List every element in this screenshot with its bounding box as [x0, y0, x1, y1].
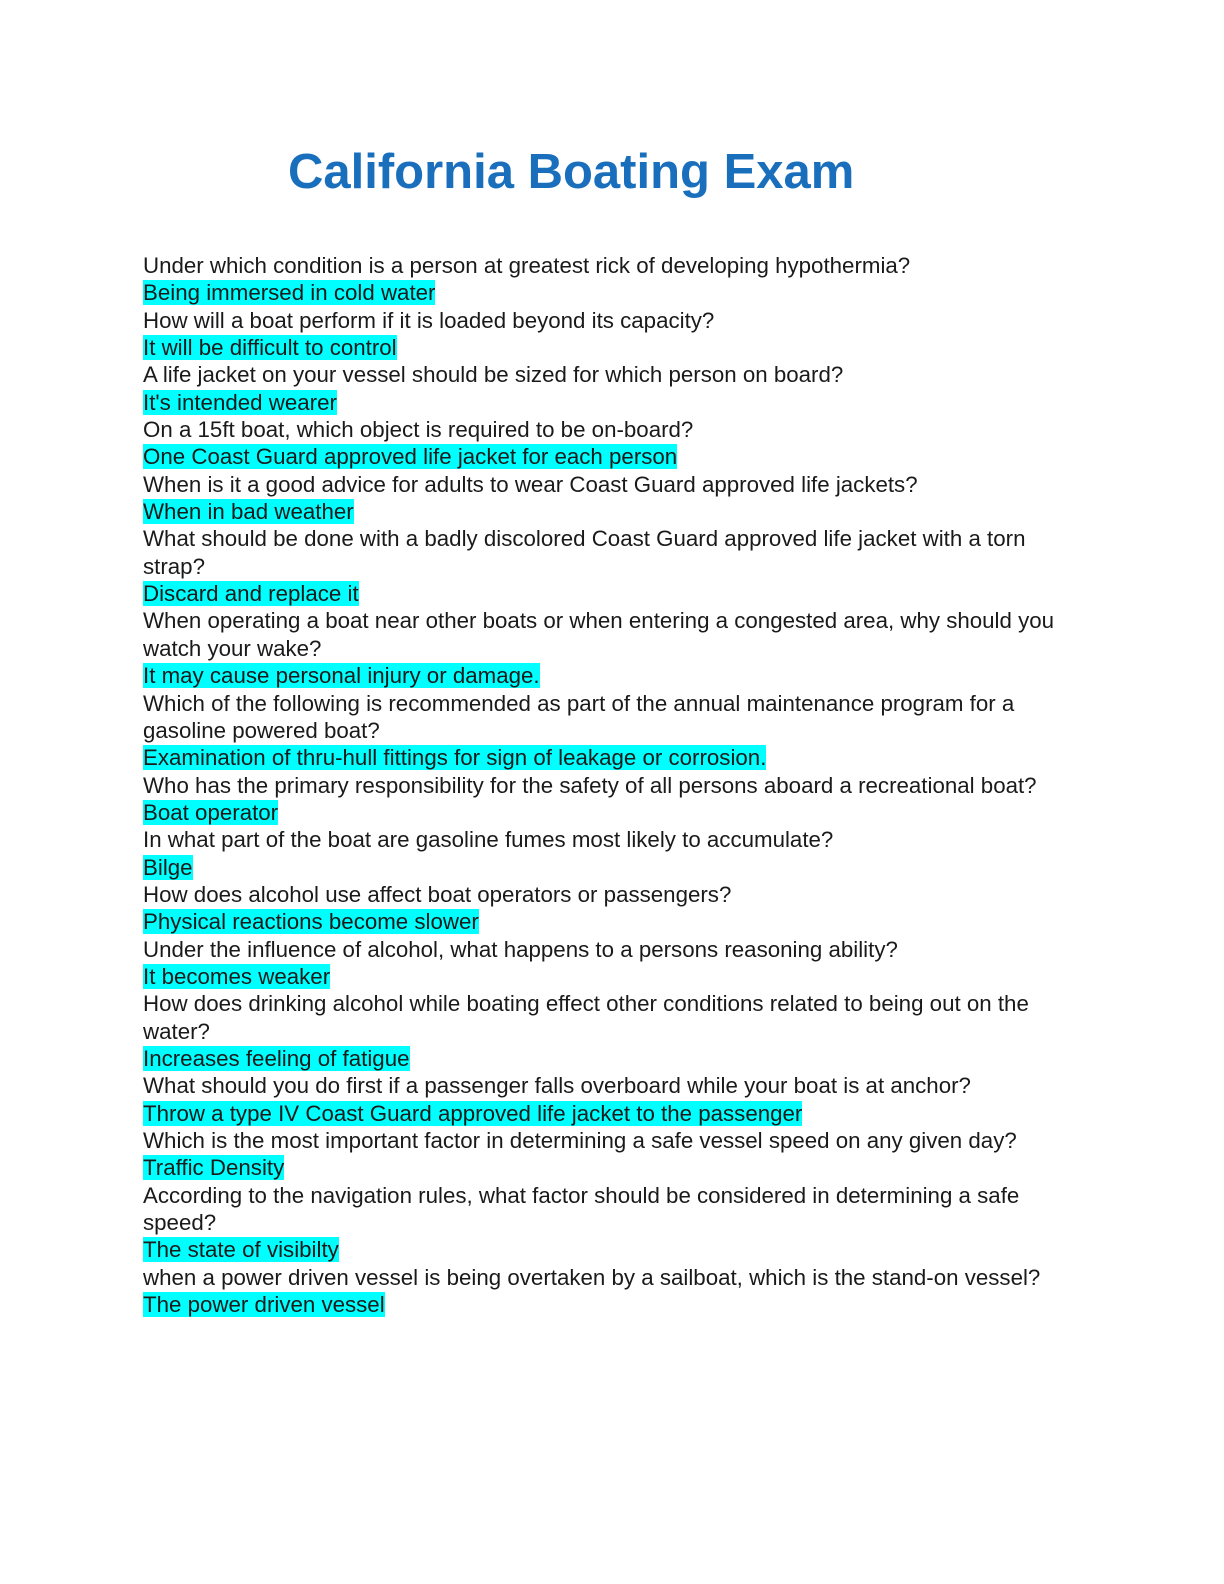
question-text: Which of the following is recommended as part of the annual maintenance program for a gasoline powered boat? [143, 690, 1015, 743]
answer-line [143, 662, 1078, 689]
answer-line [143, 1100, 1078, 1127]
question-text: On a 15ft boat, which object is required to be on-board? [143, 417, 694, 443]
highlighted-answer: Being immersed in cold water [143, 280, 436, 306]
question-text: when a power driven vessel is being overtaken by a sailboat, which is the stand-on vessel? [143, 1264, 1041, 1290]
highlighted-answer: It becomes weaker [143, 963, 331, 989]
answer-line [143, 908, 1078, 935]
question-text: What should you do first if a passenger falls overboard while your boat is at anchor? [143, 1073, 971, 1099]
highlighted-answer: It will be difficult to control [143, 335, 397, 361]
answer-line [143, 1236, 1078, 1263]
qa-list [143, 252, 1078, 1318]
highlighted-answer: The power driven vessel [143, 1292, 385, 1318]
question-text: How will a boat perform if it is loaded beyond its capacity? [143, 307, 715, 333]
question-text: Which is the most important factor in determining a safe vessel speed on any given day? [143, 1128, 1017, 1153]
question-text: Who has the primary responsibility for the safety of all persons aboard a recreational boat? [143, 772, 1037, 798]
answer-line [143, 854, 1078, 881]
answer-line [143, 799, 1078, 826]
question-text: How does drinking alcohol while boating effect other conditions related to being out on the water? [143, 991, 1029, 1044]
answer-line [143, 963, 1078, 990]
answer-line [143, 744, 1078, 771]
highlighted-answer: Examination of thru-hull fittings for sign of leakage or corrosion. [143, 745, 767, 771]
highlighted-answer: Traffic Density [143, 1155, 285, 1181]
question-text: According to the navigation rules, what factor should be considered in determining a safe speed? [143, 1182, 1020, 1236]
highlighted-answer: Throw a type IV Coast Guard approved life jacket to the passenger [143, 1100, 803, 1126]
highlighted-answer: When in bad weather [143, 499, 354, 525]
highlighted-answer: It may cause personal injury or damage. [143, 663, 540, 689]
question-text: In what part of the boat are gasoline fumes most likely to accumulate? [143, 827, 834, 853]
highlighted-answer: Discard and replace it [143, 581, 359, 607]
highlighted-answer: Increases feeling of fatigue [143, 1045, 410, 1071]
question-text: What should be done with a badly discolored Coast Guard approved life jacket with a torn strap? [143, 526, 1026, 579]
answer-line [143, 1045, 1078, 1072]
question-text: Under the influence of alcohol, what happens to a persons reasoning ability? [143, 936, 898, 962]
answer-line [143, 1291, 1078, 1318]
question-text: How does alcohol use affect boat operators or passengers? [143, 881, 732, 907]
highlighted-answer: Physical reactions become slower [143, 909, 479, 935]
answer-line [143, 498, 1078, 525]
highlighted-answer: Bilge [143, 854, 193, 880]
highlighted-answer: Boat operator [143, 799, 279, 825]
answer-line [143, 334, 1078, 361]
answer-line [143, 1154, 1078, 1181]
highlighted-answer: The state of visibilty [143, 1237, 339, 1263]
highlighted-answer: One Coast Guard approved life jacket for each person [143, 444, 678, 470]
answer-line [143, 443, 1078, 470]
answer-line [143, 279, 1078, 306]
question-text: Under which condition is a person at greatest rick of developing hypothermia? [143, 253, 911, 278]
highlighted-answer: It's intended wearer [143, 389, 337, 415]
question-text: A life jacket on your vessel should be sized for which person on board? [143, 362, 844, 388]
answer-line [143, 389, 1078, 416]
question-text: When is it a good advice for adults to wear Coast Guard approved life jackets? [143, 471, 918, 497]
answer-line [143, 580, 1078, 607]
question-text: When operating a boat near other boats or when entering a congested area, why should you watch your wake? [143, 608, 1055, 661]
page-title: California Boating Exam [288, 145, 855, 199]
